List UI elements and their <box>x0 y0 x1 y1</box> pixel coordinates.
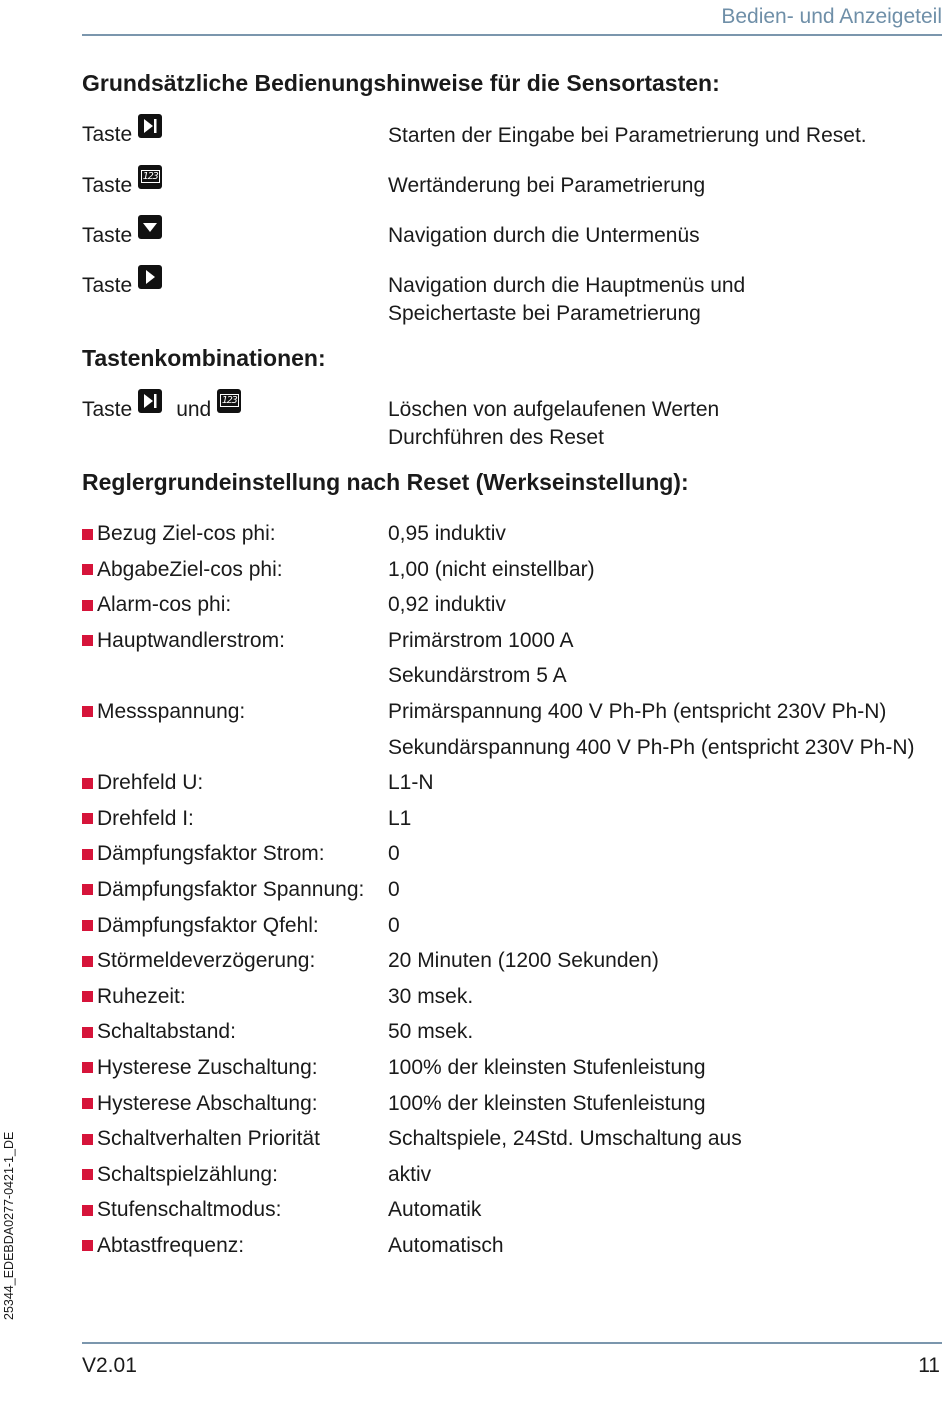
setting-label: Schaltspielzählung: <box>97 1162 278 1186</box>
play-pause-key-icon <box>138 114 162 138</box>
setting-label-wrap <box>82 698 245 726</box>
square-bullet-icon <box>82 706 93 717</box>
key-row-value <box>82 172 162 200</box>
setting-row <box>82 1018 942 1054</box>
setting-label-wrap <box>82 591 231 619</box>
setting-label: Hauptwandlerstrom: <box>97 628 285 652</box>
setting-label-wrap <box>82 1232 244 1260</box>
setting-label: Abtastfrequenz: <box>97 1233 245 1257</box>
square-bullet-icon <box>82 813 93 824</box>
square-bullet-icon <box>82 1027 93 1038</box>
setting-row <box>82 1125 942 1161</box>
section-heading-sensor-keys: Grundsätzliche Bedienungshinweise für die Sensortasten: <box>82 70 720 96</box>
numeric-123-key-icon <box>217 389 241 413</box>
setting-value: 0 <box>388 842 400 866</box>
setting-label: Störmeldeverzögerung: <box>97 949 316 973</box>
setting-label-wrap <box>82 1054 318 1082</box>
square-bullet-icon <box>82 600 93 611</box>
setting-label-wrap <box>82 983 186 1011</box>
setting-row <box>82 520 942 556</box>
setting-label: Stufenschaltmodus: <box>97 1198 282 1222</box>
setting-value: 0,92 induktiv <box>388 593 506 617</box>
setting-label-wrap <box>82 627 285 655</box>
setting-value: Automatik <box>388 1198 482 1222</box>
key-label: Taste <box>82 224 133 247</box>
side-document-code: 25344_EDEBDA0277-0421-1_DE <box>2 1131 16 1320</box>
setting-value: Sekundärspannung 400 V Ph-Ph (entspricht 230V Ph-N) <box>388 735 915 759</box>
key-row-start <box>82 121 162 149</box>
setting-label-wrap <box>82 840 325 868</box>
key-desc-value <box>388 172 705 200</box>
setting-row <box>82 840 942 876</box>
desc-line: Navigation durch die Hauptmenüs und <box>388 274 746 297</box>
factory-settings-list <box>82 520 942 1267</box>
square-bullet-icon <box>82 529 93 540</box>
square-bullet-icon <box>82 991 93 1002</box>
key-label: Taste <box>82 274 133 297</box>
setting-row <box>82 698 942 734</box>
square-bullet-icon <box>82 1169 93 1180</box>
desc-line: Wertänderung bei Parametrierung <box>388 174 706 197</box>
setting-value: 0,95 induktiv <box>388 522 506 545</box>
square-bullet-icon <box>82 920 93 931</box>
key-row-combination <box>82 396 241 424</box>
key-icon-text: 123 <box>221 395 237 406</box>
setting-row <box>82 556 942 592</box>
setting-label: Alarm-cos phi: <box>97 593 232 617</box>
desc-line: Starten der Eingabe bei Parametrierung und Reset. <box>388 124 867 147</box>
setting-value: L1 <box>388 806 412 830</box>
key-desc-mainmenu <box>388 272 745 328</box>
desc-line: Navigation durch die Untermenüs <box>388 224 700 247</box>
square-bullet-icon <box>82 778 93 789</box>
setting-row <box>82 662 942 698</box>
setting-label: Bezug Ziel-cos phi: <box>97 522 276 545</box>
footer-rule <box>82 1342 942 1344</box>
setting-label-wrap <box>82 1161 278 1189</box>
setting-row <box>82 1090 942 1126</box>
setting-label: AbgabeZiel-cos phi: <box>97 557 283 581</box>
key-desc-submenu <box>388 222 700 250</box>
desc-line: Löschen von aufgelaufenen Werten <box>388 398 720 421</box>
setting-value: Sekundärstrom 5 A <box>388 664 567 688</box>
setting-label: Schaltabstand: <box>97 1020 236 1044</box>
setting-row <box>82 912 942 948</box>
setting-value: 0 <box>388 877 400 901</box>
desc-line: Durchführen des Reset <box>388 426 604 449</box>
square-bullet-icon <box>82 564 93 575</box>
setting-row <box>82 947 942 983</box>
setting-label-wrap <box>82 556 283 584</box>
setting-label-wrap <box>82 1090 318 1118</box>
setting-value: aktiv <box>388 1162 432 1186</box>
arrow-right-key-icon <box>138 265 162 289</box>
setting-label-wrap <box>82 769 203 797</box>
setting-label: Dämpfungsfaktor Qfehl: <box>97 913 319 937</box>
square-bullet-icon <box>82 956 93 967</box>
setting-row <box>82 769 942 805</box>
section-heading-factory-settings: Reglergrundeinstellung nach Reset (Werkseinstellung): <box>82 469 689 495</box>
setting-label: Schaltverhalten Priorität <box>97 1127 320 1151</box>
setting-row <box>82 734 942 770</box>
setting-value: Automatisch <box>388 1233 504 1257</box>
key-desc-combination <box>388 396 719 452</box>
key-label: Taste <box>82 398 133 421</box>
setting-row <box>82 983 942 1019</box>
play-pause-key-icon <box>138 389 162 413</box>
square-bullet-icon <box>82 884 93 895</box>
setting-value: 1,00 (nicht einstellbar) <box>388 557 595 581</box>
setting-value: 100% der kleinsten Stufenleistung <box>388 1055 706 1079</box>
setting-label-wrap <box>82 876 364 904</box>
square-bullet-icon <box>82 1062 93 1073</box>
setting-value: 30 msek. <box>388 984 474 1008</box>
key-desc-start <box>388 122 867 150</box>
desc-line: Speichertaste bei Parametrierung <box>388 302 701 325</box>
setting-value: 20 Minuten (1200 Sekunden) <box>388 949 659 973</box>
setting-label-wrap <box>82 520 276 548</box>
square-bullet-icon <box>82 1098 93 1109</box>
key-label: Taste <box>82 123 133 146</box>
setting-row <box>82 591 942 627</box>
setting-row <box>82 1232 942 1268</box>
setting-label-wrap <box>82 947 315 975</box>
square-bullet-icon <box>82 849 93 860</box>
setting-value: 0 <box>388 913 400 937</box>
arrow-down-key-icon <box>138 215 162 239</box>
setting-value: L1-N <box>388 771 434 795</box>
setting-label: Dämpfungsfaktor Strom: <box>97 842 325 866</box>
setting-row <box>82 805 942 841</box>
setting-value: Schaltspiele, 24Std. Umschaltung aus <box>388 1127 742 1151</box>
setting-row <box>82 876 942 912</box>
page-header-title: Bedien- und Anzeigeteil <box>721 5 942 28</box>
footer-version: V2.01 <box>82 1354 137 1377</box>
setting-row <box>82 1161 942 1197</box>
key-row-mainmenu <box>82 272 162 300</box>
setting-value: Primärspannung 400 V Ph-Ph (entspricht 230V Ph-N) <box>388 699 887 723</box>
setting-label: Dämpfungsfaktor Spannung: <box>97 877 365 901</box>
setting-label-wrap <box>82 1018 236 1046</box>
setting-label: Hysterese Abschaltung: <box>97 1091 318 1115</box>
numeric-123-key-icon <box>138 165 162 189</box>
combo-joiner: und <box>176 398 212 421</box>
setting-label-wrap <box>82 912 319 940</box>
key-icon-text: 123 <box>142 171 158 182</box>
setting-row <box>82 1196 942 1232</box>
key-row-submenu <box>82 222 162 250</box>
square-bullet-icon <box>82 1240 93 1251</box>
setting-label: Messspannung: <box>97 699 246 723</box>
square-bullet-icon <box>82 635 93 646</box>
setting-label-wrap <box>82 1125 320 1153</box>
setting-label: Ruhezeit: <box>97 984 186 1008</box>
setting-value: 50 msek. <box>388 1020 474 1044</box>
square-bullet-icon <box>82 1134 93 1145</box>
setting-label: Drehfeld I: <box>97 806 194 830</box>
setting-value: Primärstrom 1000 A <box>388 628 574 652</box>
setting-label-wrap <box>82 1196 281 1224</box>
setting-label-wrap <box>82 805 194 833</box>
key-label: Taste <box>82 174 133 197</box>
setting-value: 100% der kleinsten Stufenleistung <box>388 1091 706 1115</box>
square-bullet-icon <box>82 1205 93 1216</box>
section-heading-key-combinations: Tastenkombinationen: <box>82 345 326 371</box>
setting-row <box>82 1054 942 1090</box>
header-rule <box>82 34 942 36</box>
footer-page-number: 11 <box>918 1354 940 1377</box>
setting-label: Hysterese Zuschaltung: <box>97 1055 318 1079</box>
setting-row <box>82 627 942 663</box>
setting-label: Drehfeld U: <box>97 771 204 795</box>
